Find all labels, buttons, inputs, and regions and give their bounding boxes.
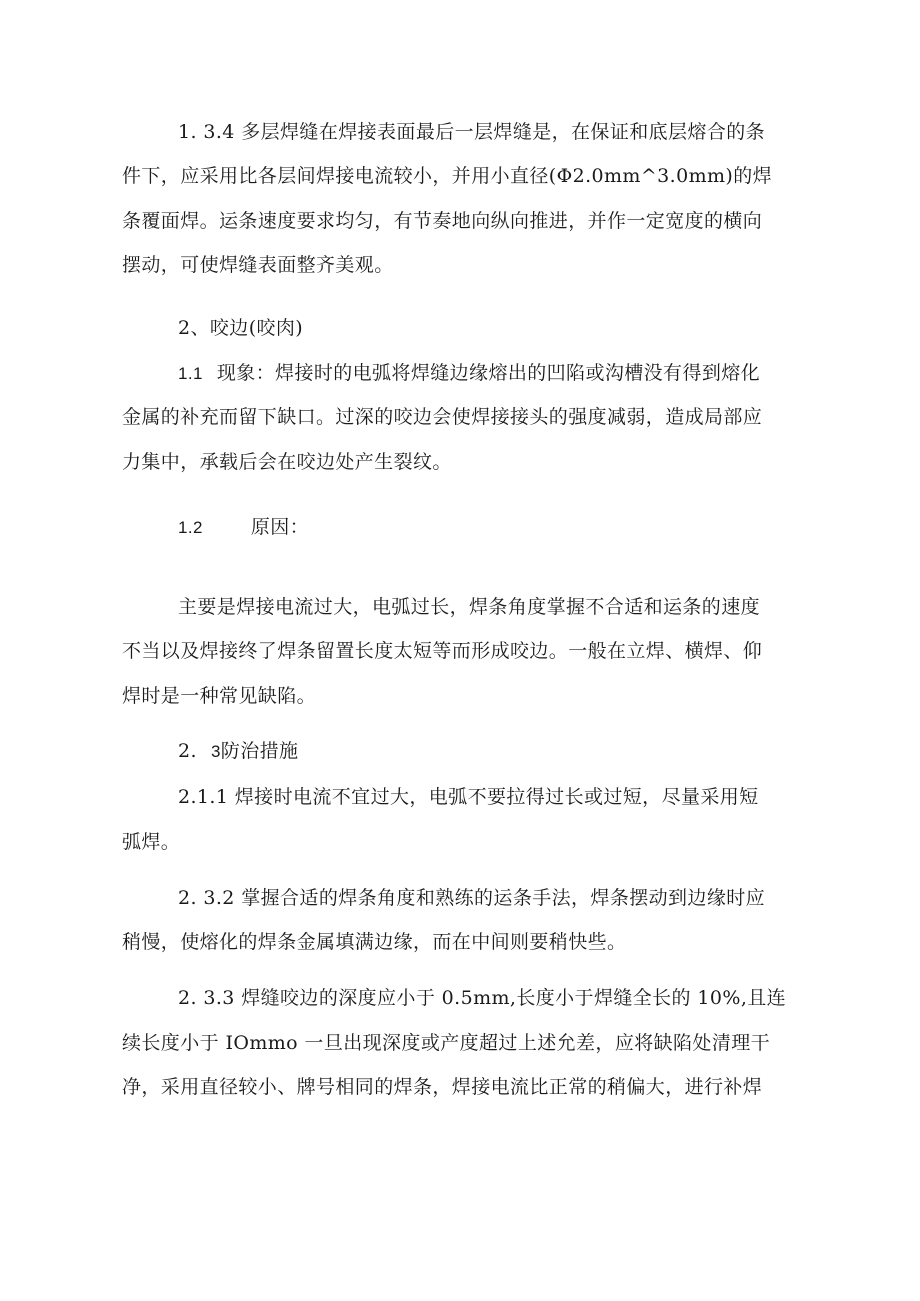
paragraph-2-text: 现象：焊接时的电弧将焊缝边缘熔出的凹陷或沟槽没有得到熔化 xyxy=(216,362,761,384)
cause-number: 1.2 xyxy=(178,518,203,537)
paragraph-7-line-3: 净，采用直径较小、牌号相同的焊条，焊接电流比正常的稍偏大，进行补焊 xyxy=(122,1076,763,1098)
prevention-number-2: 3 xyxy=(210,742,221,761)
section-heading-undercut: 2、咬边(咬肉) xyxy=(178,317,304,339)
paragraph-1-line-1: 1. 3.4 多层焊缝在焊接表面最后一层焊缝是，在保证和底层熔合的条 xyxy=(178,121,766,143)
paragraph-7-line-1: 2. 3.3 焊缝咬边的深度应小于 0.5mm,长度小于焊缝全长的 10%,且连 xyxy=(178,987,787,1009)
paragraph-1-line-4: 摆动，可使焊缝表面整齐美观。 xyxy=(122,254,394,276)
paragraph-1-line-2: 件下，应采用比各层间焊接电流较小，并用小直径(Φ2.0mm^3.0mm)的焊 xyxy=(122,165,773,187)
cause-label: 原因： xyxy=(250,516,310,538)
paragraph-2-line-3: 力集中，承载后会在咬边处产生裂纹。 xyxy=(122,451,452,473)
prevention-label: 防治措施 xyxy=(220,740,299,762)
prevention-number: 2. xyxy=(178,740,197,762)
paragraph-4-line-1: 主要是焊接电流过大，电弧过长，焊条角度掌握不合适和运条的速度 xyxy=(178,596,761,618)
paragraph-2-number: 1.1 xyxy=(178,364,203,383)
paragraph-6-line-1: 2. 3.2 掌握合适的焊条角度和熟练的运条手法，焊条摆动到边缘时应 xyxy=(178,887,766,909)
paragraph-7-line-2: 续长度小于 IOmmo 一旦出现深度或产度超过上述允差，应将缺陷处清理干 xyxy=(122,1032,771,1054)
paragraph-4-line-2: 不当以及焊接终了焊条留置长度太短等而形成咬边。一般在立焊、横焊、仰 xyxy=(122,640,763,662)
cause-heading xyxy=(178,514,309,541)
paragraph-2-line-1 xyxy=(178,360,760,387)
paragraph-1-line-3: 条覆面焊。运条速度要求均匀，有节奏地向纵向推进，并作一定宽度的横向 xyxy=(122,210,763,232)
paragraph-2-line-2: 金属的补充而留下缺口。过深的咬边会使焊接接头的强度减弱，造成局部应 xyxy=(122,406,763,428)
paragraph-6-line-2: 稍慢，使熔化的焊条金属填满边缘，而在中间则要稍快些。 xyxy=(122,931,627,953)
paragraph-4-line-3: 焊时是一种常见缺陷。 xyxy=(122,685,317,707)
paragraph-5-line-2: 弧焊。 xyxy=(122,831,181,853)
paragraph-5-line-1: 2.1.1 焊接时电流不宜过大，电弧不要拉得过长或过短，尽量采用短 xyxy=(178,786,759,808)
prevention-heading xyxy=(178,738,298,765)
